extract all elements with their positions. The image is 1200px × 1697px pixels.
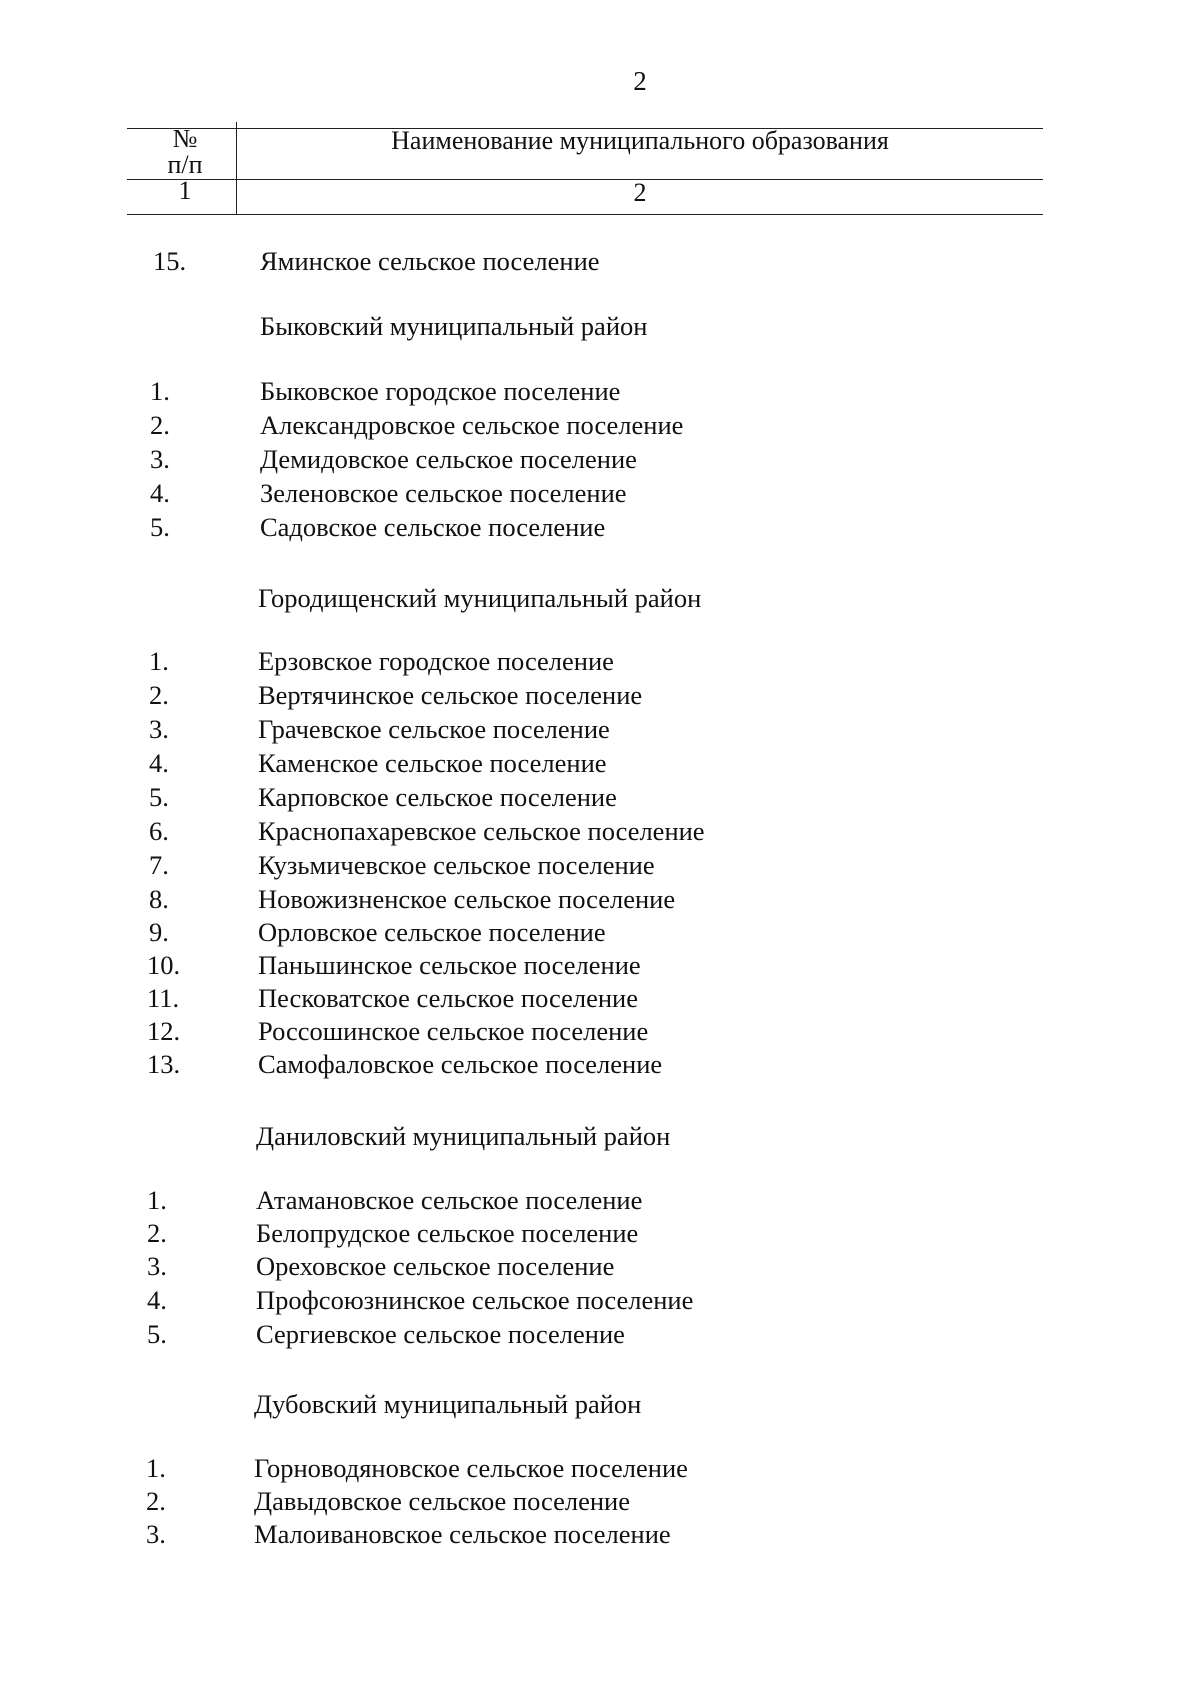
list-item-name: Демидовское сельское поселение [260,444,637,474]
list-item-number: 1. [149,646,169,676]
list-item-name: Орловское сельское поселение [258,917,606,947]
list-item-name: Каменское сельское поселение [258,748,607,778]
list-item-number: 2. [147,1218,167,1248]
list-item-name: Горноводяновское сельское поселение [254,1453,688,1483]
list-item-number: 1. [146,1453,166,1483]
list-item-name: Зеленовское сельское поселение [260,478,627,508]
list-item-number: 4. [147,1285,167,1315]
list-item-name: Вертячинское сельское поселение [258,680,643,710]
list-item-name: Сергиевское сельское поселение [256,1319,625,1349]
header-col1-index: 1 [178,176,192,205]
list-item-number: 3. [149,714,169,744]
list-item-name: Садовское сельское поселение [260,512,606,542]
list-item-number: 3. [147,1251,167,1281]
list-item-number: 5. [150,512,170,542]
list-item-number: 2. [149,680,169,710]
list-item-name: Ерзовское городское поселение [258,646,614,676]
list-item-number: 2. [146,1486,166,1516]
list-item-name: Карповское сельское поселение [258,782,617,812]
header-col1-line2: п/п [167,150,203,179]
list-item-name: Кузьмичевское сельское поселение [258,850,655,880]
list-item-name: Паньшинское сельское поселение [258,950,641,980]
list-item-number: 2. [150,410,170,440]
list-item-number: 11. [147,983,180,1013]
list-item-name: Давыдовское сельское поселение [254,1486,630,1516]
list-item-name: Атамановское сельское поселение [256,1185,643,1215]
list-item-number: 8. [149,884,169,914]
district-heading: Даниловский муниципальный район [256,1121,671,1151]
list-item-number: 3. [150,444,170,474]
list-item-number: 7. [149,850,169,880]
list-item-number: 6. [149,816,169,846]
district-heading: Быковский муниципальный район [260,311,648,341]
list-item-number: 9. [149,917,169,947]
list-item-number: 5. [147,1319,167,1349]
header-column-divider [236,122,237,214]
list-item-name: Краснопахаревское сельское поселение [258,816,705,846]
list-item-name: Быковское городское поселение [260,376,621,406]
list-item-name: Песковатское сельское поселение [258,983,638,1013]
district-heading: Дубовский муниципальный район [254,1389,642,1419]
page-number: 2 [633,66,647,96]
header-col1-line1: № [172,124,198,153]
list-item-name: Яминское сельское поселение [260,246,600,276]
list-item-name: Грачевское сельское поселение [258,714,610,744]
list-item-name: Малоивановское сельское поселение [254,1519,671,1549]
list-item-number: 15. [153,246,187,276]
list-item-name: Александровское сельское поселение [260,410,684,440]
list-item-number: 1. [147,1185,167,1215]
list-item-number: 5. [149,782,169,812]
header-col2-index: 2 [633,178,647,207]
list-item-number: 10. [147,950,181,980]
list-item-name: Россошинское сельское поселение [258,1016,649,1046]
list-item-name: Ореховское сельское поселение [256,1251,615,1281]
list-item-name: Белопрудское сельское поселение [256,1218,639,1248]
header-col2-title: Наименование муниципального образования [391,126,889,155]
list-item-number: 4. [150,478,170,508]
list-item-name: Профсоюзнинское сельское поселение [256,1285,694,1315]
list-item-number: 1. [150,376,170,406]
district-heading: Городищенский муниципальный район [258,583,702,613]
list-item-name: Самофаловское сельское поселение [258,1049,663,1079]
header-bottom-rule [127,214,1043,215]
list-item-number: 13. [147,1049,181,1079]
list-item-number: 12. [147,1016,181,1046]
list-item-number: 3. [146,1519,166,1549]
list-item-number: 4. [149,748,169,778]
list-item-name: Новожизненское сельское поселение [258,884,676,914]
